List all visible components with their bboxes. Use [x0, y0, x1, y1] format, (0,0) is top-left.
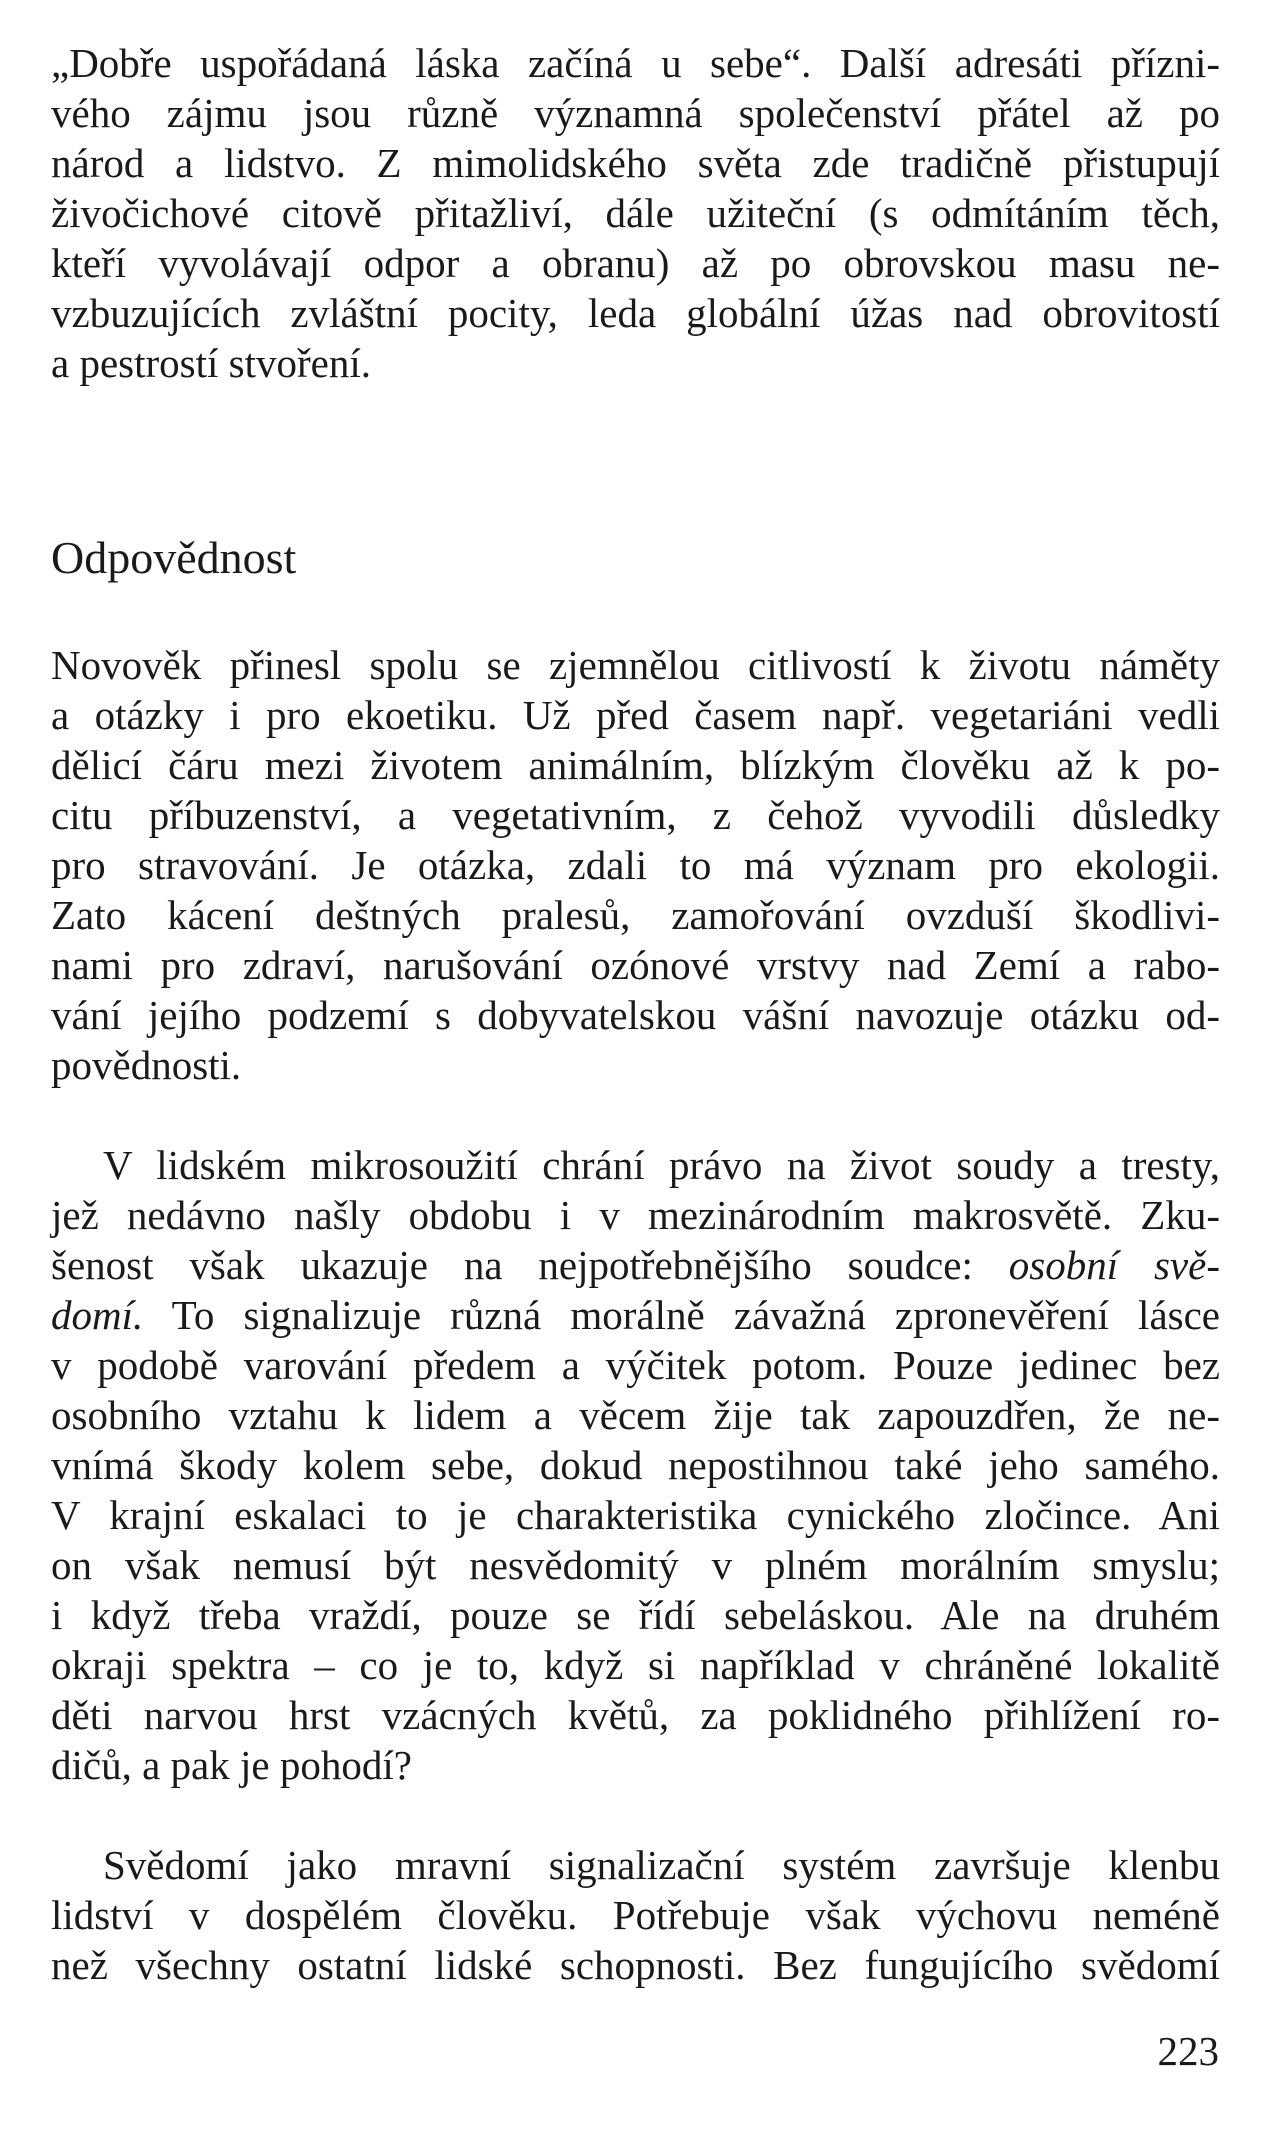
- text-line: okraji spektra – co je to, když si například v chráněné lokalitě: [51, 1642, 1220, 1688]
- emphasis-text: osobní svě-: [1008, 1242, 1220, 1288]
- text-line: „Dobře uspořádaná láska začíná u sebe“. Další adresáti přízni-: [51, 40, 1220, 86]
- text-run: šenost však ukazuje na nejpotřebnějšího soudce:: [51, 1242, 1009, 1288]
- text-line: jež nedávno našly obdobu i v mezinárodním makrosvětě. Zku-: [51, 1192, 1220, 1238]
- page-number: 223: [1157, 2028, 1219, 2074]
- text-line: lidství v dospělém člověku. Potřebuje však výchovu neméně: [51, 1892, 1220, 1938]
- text-line: Novověk přinesl spolu se zjemnělou citlivostí k životu náměty: [51, 642, 1220, 688]
- text-line: [51, 1290, 1220, 1340]
- text-line: národ a lidstvo. Z mimolidského světa zde tradičně přistupují: [51, 140, 1220, 186]
- text-line: a pestrostí stvoření.: [51, 340, 371, 386]
- text-line: Zato kácení deštných pralesů, zamořování ovzduší škodlivi-: [51, 892, 1220, 938]
- text-line: vzbuzujících zvláštní pocity, leda globální úžas nad obrovitostí: [51, 290, 1220, 336]
- text-line: vého zájmu jsou různě významná společenství přátel až po: [51, 90, 1220, 136]
- text-line: V krajní eskalaci to je charakteristika cynického zločince. Ani: [51, 1492, 1220, 1538]
- text-line: a otázky i pro ekoetiku. Už před časem např. vegetariáni vedli: [51, 692, 1220, 738]
- text-run: To signalizuje různá morálně závažná zpronevěření lásce: [143, 1292, 1220, 1338]
- text-line: osobního vztahu k lidem a věcem žije tak zapouzdřen, že ne-: [51, 1392, 1220, 1438]
- text-line: nami pro zdraví, narušování ozónové vrstvy nad Zemí a rabo-: [51, 942, 1220, 988]
- section-heading: Odpovědnost: [51, 532, 297, 583]
- text-line: i když třeba vraždí, pouze se řídí sebeláskou. Ale na druhém: [51, 1592, 1220, 1638]
- text-line: Svědomí jako mravní signalizační systém završuje klenbu: [103, 1842, 1220, 1888]
- text-line: než všechny ostatní lidské schopnosti. Bez fungujícího svědomí: [51, 1942, 1220, 1988]
- text-line: dičů, a pak je pohodí?: [51, 1742, 412, 1788]
- text-line: citu příbuzenství, a vegetativním, z čehož vyvodili důsledky: [51, 792, 1220, 838]
- text-line: dělicí čáru mezi životem animálním, blízkým člověku až k po-: [51, 742, 1220, 788]
- text-line: vání jejího podzemí s dobyvatelskou vášní navozuje otázku od-: [51, 992, 1220, 1038]
- text-line: kteří vyvolávají odpor a obranu) až po obrovskou masu ne-: [51, 240, 1220, 286]
- text-line: povědnosti.: [51, 1042, 242, 1088]
- text-line: pro stravování. Je otázka, zdali to má význam pro ekologii.: [51, 842, 1220, 888]
- text-line: V lidském mikrosoužití chrání právo na život soudy a tresty,: [103, 1142, 1220, 1188]
- text-line: děti narvou hrst vzácných květů, za poklidného přihlížení ro-: [51, 1692, 1220, 1738]
- text-line: v podobě varování předem a výčitek potom. Pouze jedinec bez: [51, 1342, 1220, 1388]
- text-line: vnímá škody kolem sebe, dokud nepostihnou také jeho samého.: [51, 1442, 1220, 1488]
- text-line: [51, 1240, 1220, 1290]
- emphasis-text: domí.: [51, 1292, 144, 1338]
- text-line: on však nemusí být nesvědomitý v plném morálním smyslu;: [51, 1542, 1220, 1588]
- text-line: živočichové citově přitažliví, dále užiteční (s odmítáním těch,: [51, 190, 1220, 236]
